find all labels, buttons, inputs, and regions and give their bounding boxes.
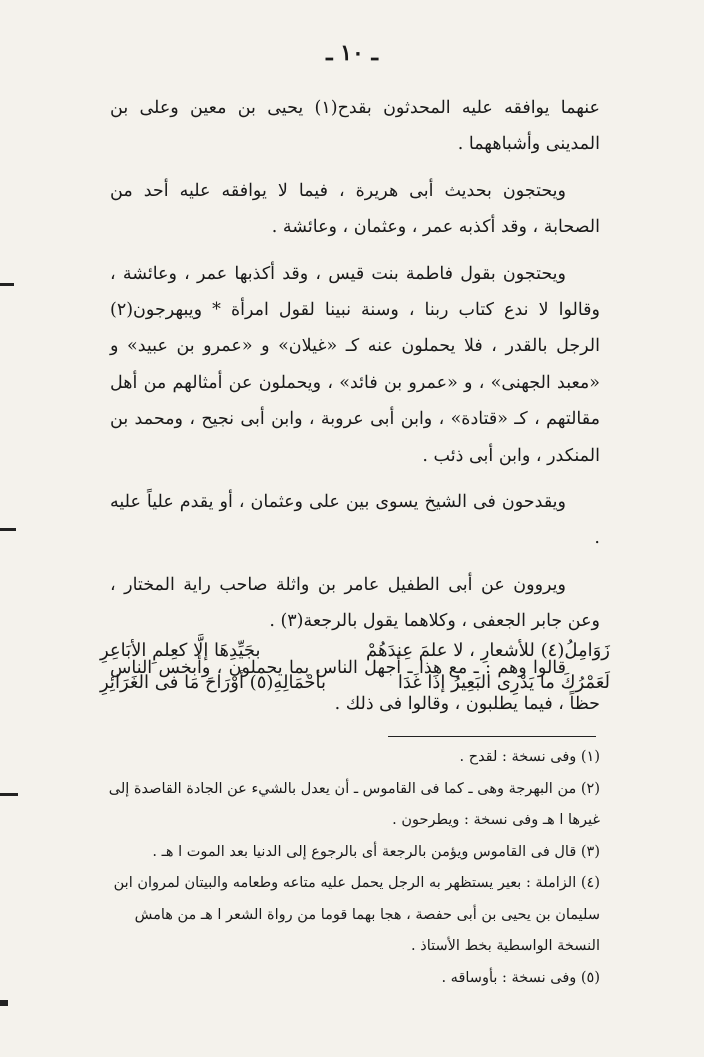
paragraph: ويحتجون بحديث أبى هريرة ، فيما لا يوافقه عليه أحد من الصحابة ، وقد أكذبه عمر ، وعثمان ، وعائشة . <box>110 180 600 238</box>
verse-second-hemistich: بأحْمَالِهِ(٥) أوْرَاحَ مَا فى الغَرَائِرِ <box>100 672 327 693</box>
footnote: (٤) الزاملة : بعير يستظهر به الرجل يحمل عليه متاعه وطعامه والبيتان لمروان ابن سليمان بن يحيى بن أبى حفصة ، هجا بهما قوما من رواة الشعر ا هـ من هامش النسخة الواسطية بخط الأستاذ . <box>113 875 600 954</box>
verse-first-hemistich: لَعَمْرُكَ ما يَدْرِى البَعِيرُ إذَا غَدَا <box>397 672 610 693</box>
footnote: (٣) قال فى القاموس ويؤمن بالرجعة أى بالرجوع إلى الدنيا بعد الموت ا هـ . <box>152 843 600 860</box>
margin-scan-mark <box>0 1000 8 1006</box>
footnotes <box>90 742 600 994</box>
footnote: (١) وفى نسخة : لقدح . <box>459 749 600 765</box>
poem <box>100 635 610 699</box>
paragraph: ويحتجون بقول فاطمة بنت قيس ، وقد أكذبها عمر ، وعائشة ، وقالوا لا ندع كتاب ربنا ، وسنة نبينا لقول امرأة * ويبهرجون(٢) الرجل بالقدر ، فلا يحملون عنه كـ «غيلان» و «عمرو بن عبيد» و «معبد الجهنى» ، و «عمرو بن فائد» ، ويحملون عن أمثالهم من أهل مقالتهم ، كـ «قتادة» ، وابن أبى عروبة ، وابن أبى نجيح ، ومحمد بن المنكدر ، وابن أبى ذئب . <box>110 263 600 466</box>
footnote: (٢) من البهرجة وهى ـ كما فى القاموس ـ أن يعدل بالشيء عن الجادة القاصدة إلى غيرها ا هـ وفى نسخة : ويطرحون . <box>108 780 600 828</box>
verse-second-hemistich: بجَيِّدِهَا إلَّا كعِلمِ الأبَاعِرِ <box>100 640 261 661</box>
margin-scan-mark <box>0 283 14 286</box>
verse-line <box>100 635 610 667</box>
footnote: (٥) وفى نسخة : بأوساقه . <box>441 969 600 986</box>
paragraph: ويروون عن أبى الطفيل عامر بن واثلة صاحب راية المختار ، وعن جابر الجعفى ، وكلاهما يقول بالرجعة(٣) . <box>110 574 600 632</box>
page-number: ـ ١٠ ـ <box>326 40 378 66</box>
verse-line <box>100 667 610 699</box>
footnote-divider <box>388 736 596 737</box>
margin-scan-mark <box>0 793 18 796</box>
paragraph: عنهما يوافقه عليه المحدثون بقدح(١) يحيى بن معين وعلى بن المدينى وأشباههما . <box>110 98 600 155</box>
margin-scan-mark <box>0 528 16 531</box>
paragraph: ويقدحون فى الشيخ يسوى بين على وعثمان ، أو يقدم علياً عليه . <box>110 492 600 549</box>
verse-first-hemistich: زَوَامِلُ(٤) للأشعارِ ، لا علمَ عِندَهُمْ <box>365 640 610 661</box>
paragraph: قالوا وهم : ـ مع هذا ـ أجهل الناس بما يحملون ، وأبخس الناس حظاً ، فيما يطلبون ، وقالوا فى ذلك . <box>110 657 600 715</box>
